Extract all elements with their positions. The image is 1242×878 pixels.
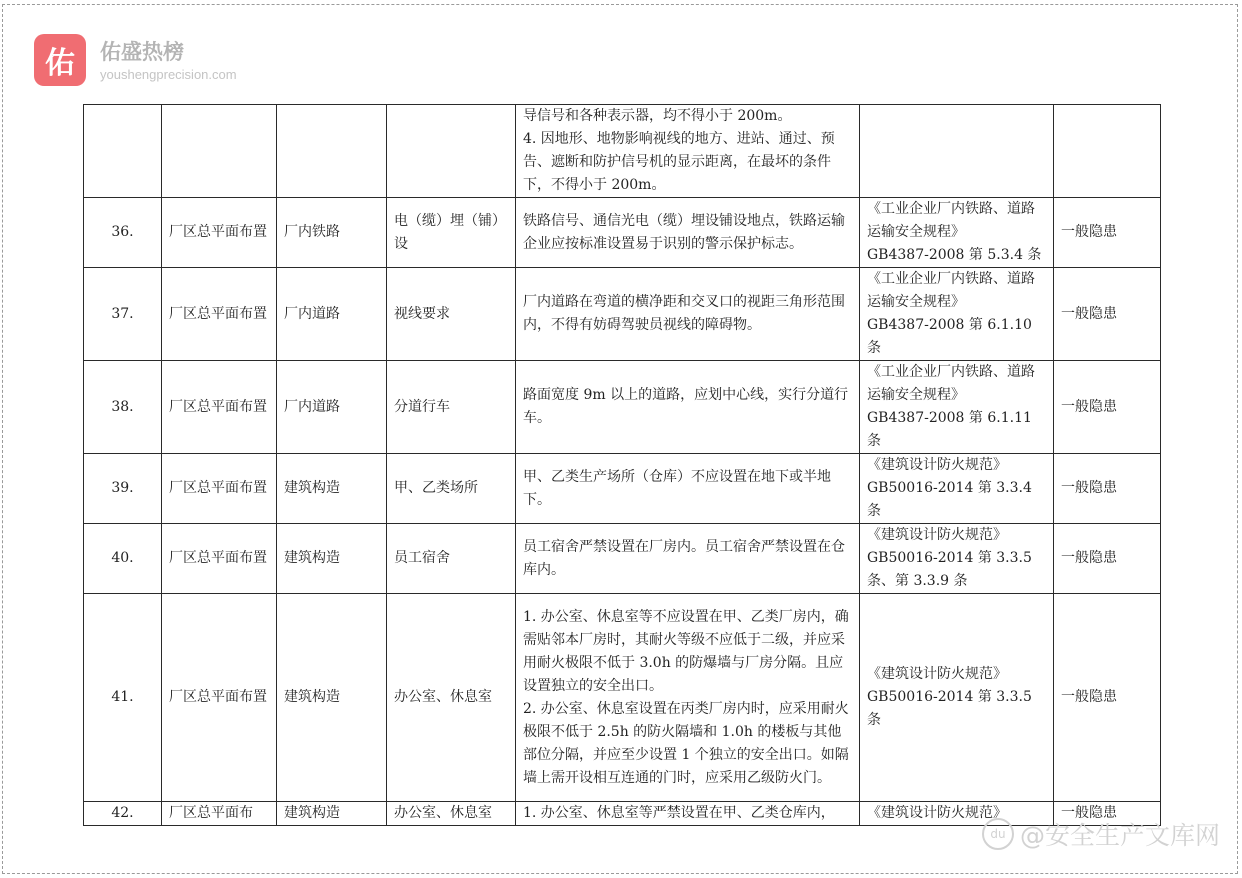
table-row bbox=[84, 594, 1161, 802]
table-row bbox=[84, 198, 1161, 268]
row-number: 38. bbox=[84, 361, 162, 454]
table-row bbox=[84, 361, 1161, 454]
du-paw-icon: du bbox=[982, 818, 1014, 850]
category-cell bbox=[277, 105, 387, 198]
content-cell: 铁路信号、通信光电（缆）埋设铺设地点，铁路运输企业应按标准设置易于识别的警示保护标志。 bbox=[516, 198, 860, 268]
level-cell: 一般隐患 bbox=[1054, 802, 1161, 826]
watermark-text: @安全生产文库网 bbox=[1019, 821, 1220, 850]
area-cell: 厂区总平面布置 bbox=[162, 594, 277, 802]
table-row bbox=[84, 105, 1161, 198]
basis-cell: 《工业企业厂内铁路、道路运输安全规程》 GB4387-2008 第 6.1.10 条 bbox=[860, 268, 1054, 361]
item-cell bbox=[387, 105, 516, 198]
category-cell: 厂内铁路 bbox=[277, 198, 387, 268]
level-cell: 一般隐患 bbox=[1054, 524, 1161, 594]
basis-cell: 《建筑设计防火规范》 bbox=[860, 802, 1054, 826]
item-cell: 电（缆）埋（铺）设 bbox=[387, 198, 516, 268]
table-row bbox=[84, 454, 1161, 524]
level-cell: 一般隐患 bbox=[1054, 594, 1161, 802]
level-cell: 一般隐患 bbox=[1054, 268, 1161, 361]
content-cell: 1. 办公室、休息室等严禁设置在甲、乙类仓库内， bbox=[516, 802, 860, 826]
content-cell: 1. 办公室、休息室等不应设置在甲、乙类厂房内，确需贴邻本厂房时，其耐火等级不应低于二级，并应采用耐火极限不低于 3.0h 的防爆墙与厂房分隔。且应设置独立的安全出口。 2. 办公室、休息室设置在丙类厂房内时，应采用耐火极限不低于 2.5h 的防火隔墙和 1.0h 的楼板与其他部位分隔，并应至少设置 1 个独立的安全出口。如隔墙上需开设相互连通的门时，应采用乙级防火门。 bbox=[516, 594, 860, 802]
category-cell: 建筑构造 bbox=[277, 594, 387, 802]
item-cell: 办公室、休息室 bbox=[387, 802, 516, 826]
basis-cell bbox=[860, 105, 1054, 198]
hazard-table bbox=[83, 104, 1161, 826]
area-cell: 厂区总平面布置 bbox=[162, 268, 277, 361]
table-row bbox=[84, 524, 1161, 594]
item-cell: 办公室、休息室 bbox=[387, 594, 516, 802]
item-cell: 甲、乙类场所 bbox=[387, 454, 516, 524]
basis-cell: 《建筑设计防火规范》 GB50016-2014 第 3.3.5 条、第 3.3.9 条 bbox=[860, 524, 1054, 594]
row-number: 37. bbox=[84, 268, 162, 361]
row-number: 40. bbox=[84, 524, 162, 594]
basis-cell: 《工业企业厂内铁路、道路运输安全规程》 GB4387-2008 第 5.3.4 条 bbox=[860, 198, 1054, 268]
item-cell: 员工宿舍 bbox=[387, 524, 516, 594]
row-number: 39. bbox=[84, 454, 162, 524]
table-row bbox=[84, 268, 1161, 361]
area-cell bbox=[162, 105, 277, 198]
category-cell: 建筑构造 bbox=[277, 802, 387, 826]
content-cell: 导信号和各种表示器，均不得小于 200m。 4. 因地形、地物影响视线的地方、进站、通过、预告、遮断和防护信号机的显示距离，在最坏的条件下，不得小于 200m。 bbox=[516, 105, 860, 198]
brand-logo[interactable] bbox=[34, 34, 237, 86]
category-cell: 建筑构造 bbox=[277, 454, 387, 524]
row-number bbox=[84, 105, 162, 198]
content-cell: 甲、乙类生产场所（仓库）不应设置在地下或半地下。 bbox=[516, 454, 860, 524]
category-cell: 厂内道路 bbox=[277, 268, 387, 361]
area-cell: 厂区总平面布 bbox=[162, 802, 277, 826]
item-cell: 分道行车 bbox=[387, 361, 516, 454]
level-cell bbox=[1054, 105, 1161, 198]
level-cell: 一般隐患 bbox=[1054, 198, 1161, 268]
area-cell: 厂区总平面布置 bbox=[162, 361, 277, 454]
area-cell: 厂区总平面布置 bbox=[162, 198, 277, 268]
area-cell: 厂区总平面布置 bbox=[162, 454, 277, 524]
category-cell: 厂内道路 bbox=[277, 361, 387, 454]
brand-text bbox=[100, 39, 237, 82]
watermark bbox=[982, 816, 1220, 852]
content-cell: 厂内道路在弯道的横净距和交叉口的视距三角形范围内，不得有妨碍驾驶员视线的障碍物。 bbox=[516, 268, 860, 361]
brand-url: youshengprecision.com bbox=[100, 66, 237, 82]
logo-icon: 佑 bbox=[34, 34, 86, 86]
basis-cell: 《建筑设计防火规范》 GB50016-2014 第 3.3.4 条 bbox=[860, 454, 1054, 524]
row-number: 36. bbox=[84, 198, 162, 268]
category-cell: 建筑构造 bbox=[277, 524, 387, 594]
row-number: 41. bbox=[84, 594, 162, 802]
content-cell: 路面宽度 9m 以上的道路，应划中心线，实行分道行车。 bbox=[516, 361, 860, 454]
level-cell: 一般隐患 bbox=[1054, 361, 1161, 454]
level-cell: 一般隐患 bbox=[1054, 454, 1161, 524]
content-cell: 员工宿舍严禁设置在厂房内。员工宿舍严禁设置在仓库内。 bbox=[516, 524, 860, 594]
area-cell: 厂区总平面布置 bbox=[162, 524, 277, 594]
basis-cell: 《建筑设计防火规范》 GB50016-2014 第 3.3.5 条 bbox=[860, 594, 1054, 802]
brand-name: 佑盛热榜 bbox=[100, 39, 184, 64]
basis-cell: 《工业企业厂内铁路、道路运输安全规程》 GB4387-2008 第 6.1.11 条 bbox=[860, 361, 1054, 454]
item-cell: 视线要求 bbox=[387, 268, 516, 361]
row-number: 42. bbox=[84, 802, 162, 826]
